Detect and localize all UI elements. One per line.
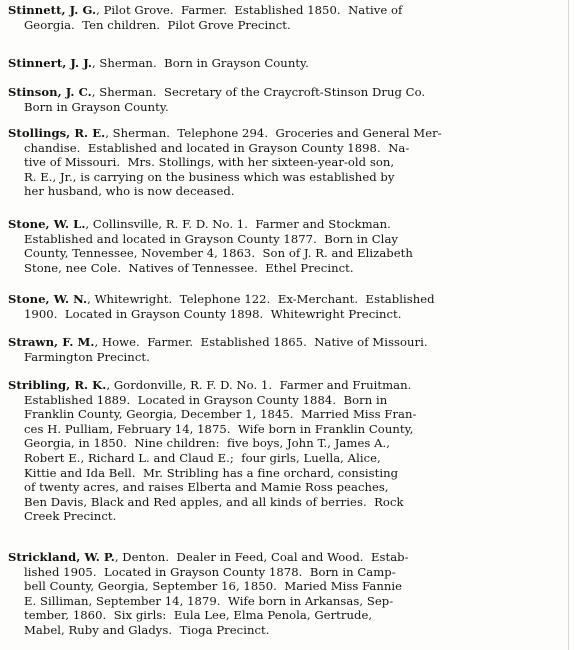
- entry-line: Mabel, Ruby and Gladys. Tioga Precinct.: [24, 622, 270, 637]
- entry-line: Franklin County, Georgia, December 1, 1845. Married Miss Fran-: [24, 407, 417, 422]
- entry-line: [8, 126, 559, 141]
- entry-text: , Denton. Dealer in Feed, Coal and Wood. Estab-: [114, 550, 409, 564]
- entry-line: Creek Precinct.: [24, 509, 117, 524]
- entry-text: , Pilot Grove. Farmer. Established 1850. Native of: [96, 3, 403, 17]
- entry-strickland: [8, 550, 559, 638]
- entry-text: , Howe. Farmer. Established 1865. Native of Missouri.: [94, 335, 428, 349]
- entry-line: Kittie and Ida Bell. Mr. Stribling has a fine orchard, consisting: [24, 465, 399, 480]
- entry-line: R. E., Jr., is carrying on the business which was established by: [24, 169, 395, 184]
- entry-line: [8, 3, 559, 18]
- entry-line: Georgia. Ten children. Pilot Grove Precinct.: [24, 17, 291, 32]
- entry-line: County, Tennessee, November 4, 1863. Son of J. R. and Elizabeth: [24, 246, 413, 261]
- entry-stribling: [8, 378, 559, 524]
- entry-name: Stollings, R. E.: [8, 126, 106, 140]
- entry-stinnert: [8, 56, 559, 71]
- entry-line: E. Silliman, September 14, 1879. Wife born in Arkansas, Sep-: [24, 593, 394, 608]
- entry-line: [8, 292, 559, 307]
- entry-stinnett: [8, 3, 559, 32]
- entry-line: Stone, nee Cole. Natives of Tennessee. Ethel Precinct.: [24, 260, 354, 275]
- entry-line: [8, 217, 559, 232]
- entry-stone-wn: [8, 292, 559, 321]
- entry-name: Stone, W. N.: [8, 292, 88, 306]
- entry-line: Ben Davis, Black and Red apples, and all kinds of berries. Rock: [24, 494, 404, 509]
- entry-name: Stribling, R. K.: [8, 378, 107, 392]
- entry-line: [8, 550, 559, 565]
- entry-text: , Sherman. Born in Grayson County.: [91, 56, 309, 70]
- page-edge-divider: [568, 0, 575, 650]
- entry-line: her husband, who is now deceased.: [24, 184, 235, 199]
- entry-line: tive of Missouri. Mrs. Stollings, with her sixteen-year-old son,: [24, 155, 395, 170]
- entry-stone-wl: [8, 217, 559, 275]
- entry-line: [8, 378, 559, 393]
- entry-line: Established and located in Grayson County 1877. Born in Clay: [24, 231, 399, 246]
- entry-text: , Whitewright. Telephone 122. Ex-Merchant. Established: [87, 292, 435, 306]
- entry-text: , Sherman. Telephone 294. Groceries and General Mer-: [105, 126, 442, 140]
- entry-stollings: [8, 126, 559, 199]
- entry-name: Stinson, J. C.: [8, 85, 92, 99]
- entry-line: [8, 335, 559, 350]
- entry-name: Strawn, F. M.: [8, 335, 95, 349]
- entry-line: Established 1889. Located in Grayson County 1884. Born in: [24, 392, 388, 407]
- entry-name: Stone, W. L.: [8, 217, 86, 231]
- entry-line: [8, 85, 559, 100]
- entry-text: , Collinsville, R. F. D. No. 1. Farmer and Stockman.: [85, 217, 391, 231]
- entry-name: Stinnert, J. J.: [8, 56, 92, 70]
- entry-line: ces H. Pulliam, February 14, 1875. Wife born in Franklin County,: [24, 421, 414, 436]
- entry-line: lished 1905. Located in Grayson County 1878. Born in Camp-: [24, 564, 396, 579]
- entry-line: chandise. Established and located in Grayson County 1898. Na-: [24, 140, 410, 155]
- entry-text: , Sherman. Secretary of the Craycroft-Stinson Drug Co.: [91, 85, 426, 99]
- entry-line: Farmington Precinct.: [24, 349, 150, 364]
- entry-strawn: [8, 335, 559, 364]
- entry-stinson: [8, 85, 559, 114]
- entry-line: Georgia, in 1850. Nine children: five boys, John T., James A.,: [24, 436, 390, 451]
- entry-line: tember, 1860. Six girls: Eula Lee, Elma Penola, Gertrude,: [24, 608, 373, 623]
- entry-line: of twenty acres, and raises Elberta and Mamie Ross peaches,: [24, 480, 389, 495]
- entry-name: Strickland, W. P.: [8, 550, 115, 564]
- entry-line: Born in Grayson County.: [24, 99, 169, 114]
- entry-line: 1900. Located in Grayson County 1898. Whitewright Precinct.: [24, 306, 402, 321]
- entry-line: [8, 56, 559, 71]
- entry-text: , Gordonville, R. F. D. No. 1. Farmer and Fruitman.: [106, 378, 412, 392]
- entry-line: Robert E., Richard L. and Claud E.; four girls, Luella, Alice,: [24, 450, 381, 465]
- entry-name: Stinnett, J. G.: [8, 3, 97, 17]
- entry-line: bell County, Georgia, September 16, 1850. Maried Miss Fannie: [24, 579, 403, 594]
